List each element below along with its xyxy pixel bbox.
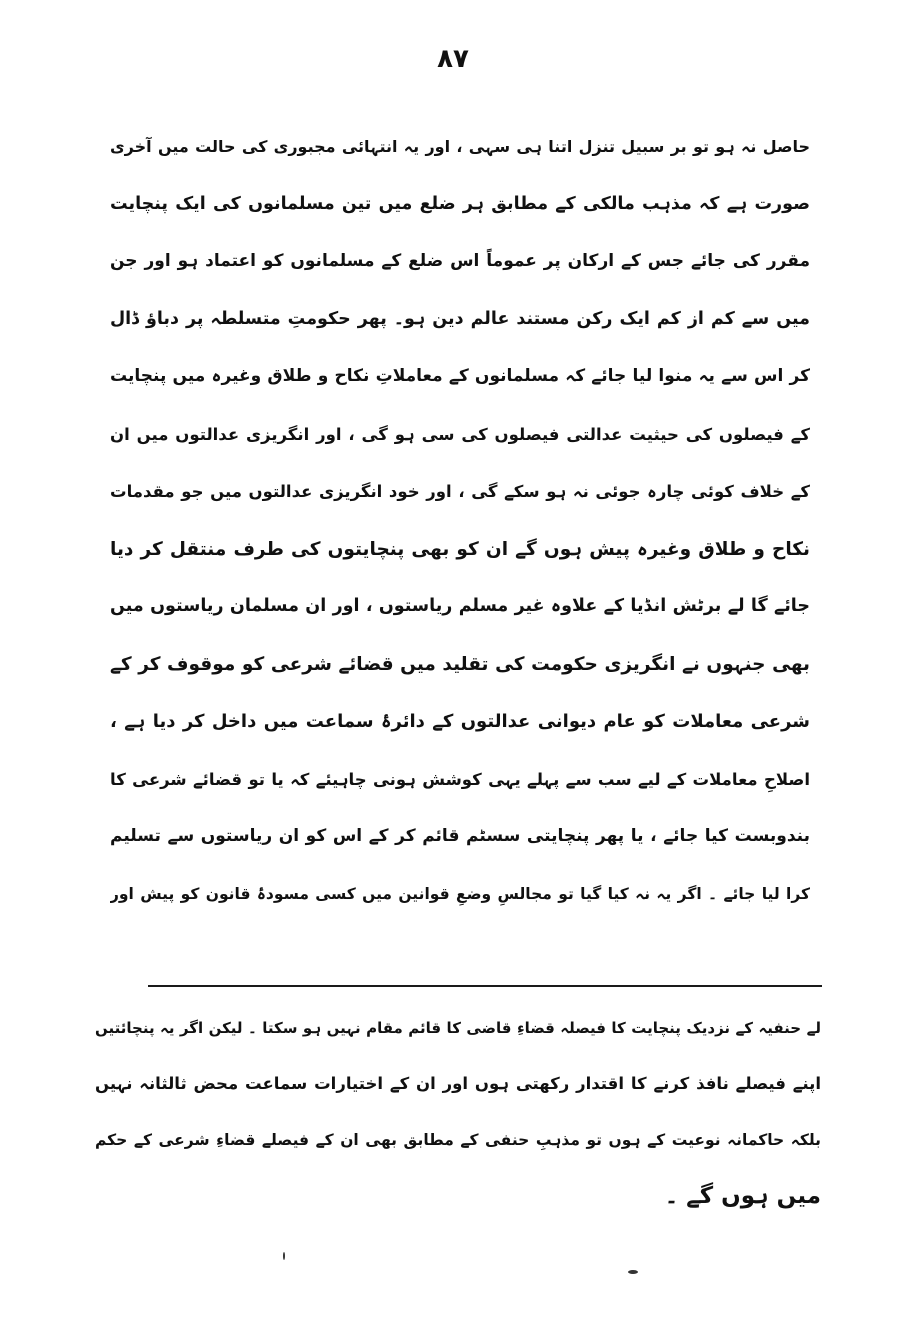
text-line: بھی جنہوں نے انگریزی حکومت کی تقلید میں قضائے شرعی کو موقوف کر کے — [110, 653, 810, 675]
page-number: ۸۷ — [437, 44, 469, 74]
scan-speck — [283, 1252, 285, 1260]
text-line: حاصل نہ ہو تو بر سبیل تنزل اتنا ہی سہی ، اور یہ انتہائی مجبوری کی حالت میں آخری — [110, 137, 810, 156]
text-line: صورت ہے کہ مذہب مالکی کے مطابق ہر ضلع میں تین مسلمانوں کی ایک پنچایت — [110, 193, 810, 214]
text-line: کے فیصلوں کی حیثیت عدالتی فیصلوں کی سی ہو گی ، اور انگریزی عدالتوں میں ان — [110, 424, 810, 444]
footnote-divider — [148, 985, 822, 987]
text-line: کرا لیا جائے ۔ اگر یہ نہ کیا گیا تو مجالسِ وضعِ قوانین میں کسی مسودۂ قانون کو پیش اور — [110, 884, 810, 903]
footnote-line: میں ہوں گے ۔ — [664, 1183, 821, 1209]
text-line: کے خلاف کوئی چارہ جوئی نہ ہو سکے گی ، اور خود انگریزی عدالتوں میں جو مقدمات — [110, 482, 810, 501]
footnotes — [95, 1000, 821, 1224]
text-line: شرعی معاملات کو عام دیوانی عدالتوں کے دائرۂ سماعت میں داخل کر دیا ہے ، — [110, 711, 810, 732]
footnote-line: بلکہ حاکمانہ نوعیت کے ہوں تو مذہبِ حنفی کے مطابق بھی ان کے فیصلے قضاءِ شرعی کے حکم — [95, 1131, 821, 1149]
text-line: جائے گا لے برٹش انڈیا کے علاوہ غیر مسلم ریاستوں ، اور ان مسلمان ریاستوں میں — [110, 596, 810, 616]
footnote-line: لے حنفیہ کے نزدیک پنچایت کا فیصلہ قضاءِ قاضی کا قائم مقام نہیں ہو سکتا ۔ لیکن اگر یہ پنچائتیں — [95, 1019, 821, 1037]
footnote-line: اپنے فیصلے نافذ کرنے کا اقتدار رکھتی ہوں اور ان کے اختیارات سماعت محض ثالثانہ نہیں — [95, 1074, 821, 1093]
text-line: میں سے کم از کم ایک رکن مستند عالم دین ہو۔ پھر حکومتِ متسلطہ پر دباؤ ڈال — [110, 308, 810, 329]
text-line: کر اس سے یہ منوا لیا جائے کہ مسلمانوں کے معاملاتِ نکاح و طلاق وغیرہ میں پنچایت — [110, 366, 810, 386]
text-line: مقرر کی جائے جس کے ارکان پر عموماً اس ضلع کے مسلمانوں کو اعتماد ہو اور جن — [110, 251, 810, 271]
text-line: اصلاحِ معاملات کے لیے سب سے پہلے یہی کوشش ہونی چاہیئے کہ یا تو قضائے شرعی کا — [110, 769, 810, 789]
text-line: نکاح و طلاق وغیرہ پیش ہوں گے ان کو بھی پنچایتوں کی طرف منتقل کر دیا — [110, 538, 810, 560]
main-text — [110, 118, 810, 923]
text-line: بندوبست کیا جائے ، یا پھر پنچایتی سسٹم قائم کر کے اس کو ان ریاستوں سے تسلیم — [110, 826, 810, 846]
scan-speck — [628, 1270, 638, 1274]
